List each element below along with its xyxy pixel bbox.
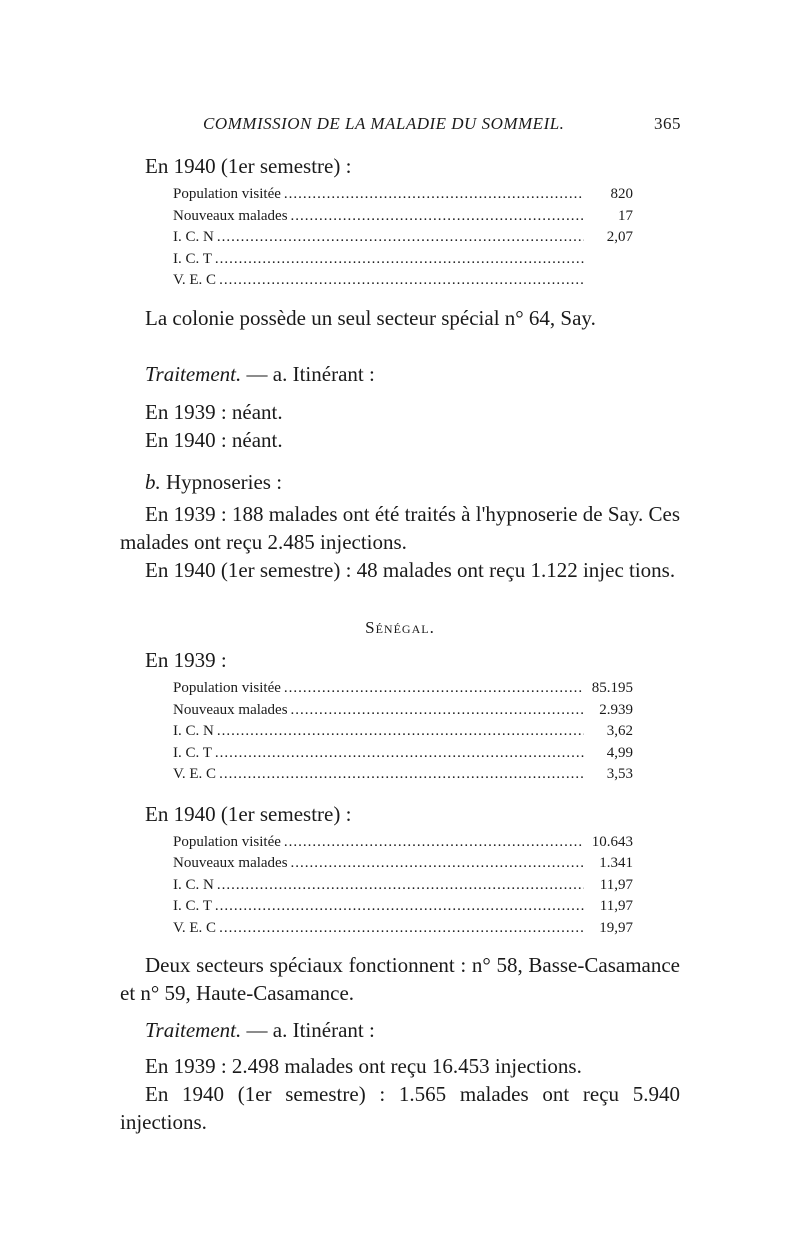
table-row: V. E. C ..... [173,270,633,292]
paragraph: En 1939 : néant. [145,400,283,424]
paragraph: En 1939 : 188 malades ont été traités à l'hypnoserie de Say. Ces malades ont reçu 2.485 injections. [120,502,680,554]
table-row: I. C. N ..... 11,97 [173,875,633,897]
table-row: Nouveaux malades ..... 17 [173,206,633,228]
table-row: I. C. N ..... 3,62 [173,721,633,743]
paragraph: En 1939 : 2.498 malades ont reçu 16.453 injections. [145,1054,582,1078]
senegal-section [120,618,680,1007]
table-row: V. E. C ..... 3,53 [173,764,633,786]
paragraph: En 1940 : néant. [145,428,283,452]
header-title: COMMISSION DE LA MALADIE DU SOMMEIL. [203,114,565,133]
running-header [203,114,681,134]
stats-table [173,832,633,940]
subheading: b. Hypnoseries : [145,470,283,494]
section-heading: En 1939 : [145,648,227,672]
traitement-section-senegal [120,1016,680,1136]
table-row: Population visitée ..... 10.643 [173,832,633,854]
table-row: V. E. C ..... 19,97 [173,918,633,940]
paragraph: La colonie possède un seul secteur spécial n° 64, Say. [145,305,596,330]
table-row: I. C. T ..... [173,249,633,271]
table-row: I. C. T ..... 4,99 [173,743,633,765]
table-row: I. C. T ..... 11,97 [173,896,633,918]
section-heading: En 1940 (1er semestre) : [145,801,352,826]
table-row: I. C. N ..... 2,07 [173,227,633,249]
stats-table [173,678,633,786]
table-row: Population visitée ..... 85.195 [173,678,633,700]
section-title: Sénégal. [365,618,435,637]
traitement-section [120,360,680,584]
stats-table [173,184,633,292]
paragraph: Deux secteurs spéciaux fonctionnent : n° 58, Basse-Casamance et n° 59, Haute-Casamance. [120,953,680,1005]
table-row: Nouveaux malades ..... 1.341 [173,853,633,875]
paragraph: En 1940 (1er semestre) : 48 malades ont reçu 1.122 injec tions. [145,558,676,582]
table-row: Population visitée ..... 820 [173,184,633,206]
paragraph: En 1940 (1er semestre) : 1.565 malades ont reçu 5.940 injections. [120,1082,680,1134]
section-1940 [120,152,680,332]
traitement-heading: Traitement. — a. Itinérant : [145,362,375,386]
table-row: Nouveaux malades ..... 2.939 [173,700,633,722]
section-heading: En 1940 (1er semestre) : [145,154,352,178]
traitement-heading: Traitement. — a. Itinérant : [145,1018,375,1042]
page-number: 365 [654,114,681,133]
